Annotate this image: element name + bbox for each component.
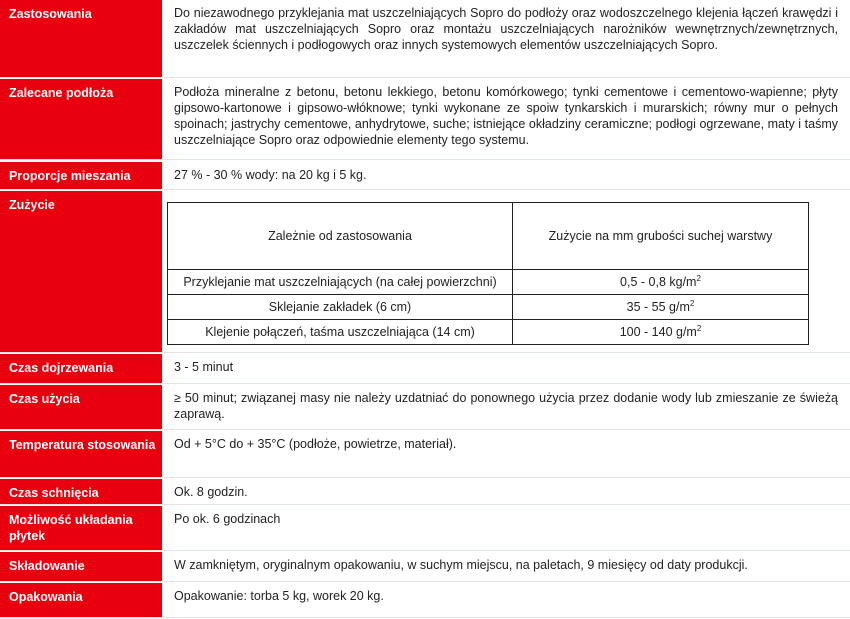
row-label: Proporcje mieszania [0, 162, 162, 189]
row-label: Temperatura stosowania [0, 431, 162, 477]
row-skladowanie [0, 552, 850, 582]
consumption-header-row [168, 203, 809, 270]
consumption-table [167, 202, 809, 345]
row-value: Po ok. 6 godzinach [174, 512, 281, 526]
row-value: Ok. 8 godzin. [174, 485, 248, 499]
row-label: Składowanie [0, 552, 162, 581]
row-zalecane-podloza [0, 79, 850, 160]
row-value: Od + 5°C do + 35°C (podłoże, powietrze, materiał). [174, 437, 457, 451]
row-zastosowania [0, 0, 850, 78]
amount-exponent: 2 [696, 273, 701, 283]
amount-text: 0,5 - 0,8 kg/m [620, 275, 697, 289]
consumption-amount [513, 320, 809, 345]
table-row [168, 270, 809, 295]
row-label: Czas schnięcia [0, 479, 162, 504]
row-label: Opakowania [0, 583, 162, 617]
consumption-amount [513, 295, 809, 320]
amount-text: 35 - 55 g/m [626, 300, 690, 314]
table-row [168, 295, 809, 320]
row-value: ≥ 50 minut; związanej masy nie należy uzdatniać do ponownego użycia przez dodanie wody lub zmieszanie ze świeżą zaprawą. [174, 391, 838, 421]
row-label: Czas dojrzewania [0, 354, 162, 383]
row-value: Opakowanie: torba 5 kg, worek 20 kg. [174, 589, 384, 603]
row-czas-dojrzewania [0, 354, 850, 384]
row-label: Zalecane podłoża [0, 79, 162, 159]
table-row [168, 320, 809, 345]
row-label: Zużycie [0, 191, 162, 352]
row-value: W zamkniętym, oryginalnym opakowaniu, w suchym miejscu, na paletach, 9 miesięcy od daty produkcji. [174, 558, 748, 572]
row-mozliwosc-ukladania [0, 506, 850, 551]
row-label: Możliwość układania płytek [0, 506, 162, 550]
consumption-application: Przyklejanie mat uszczelniających (na całej powierzchni) [168, 270, 513, 295]
row-czas-schniecia [0, 479, 850, 505]
row-opakowania [0, 583, 850, 618]
row-value: 27 % - 30 % wody: na 20 kg i 5 kg. [174, 168, 367, 182]
amount-text: 100 - 140 g/m [619, 325, 697, 339]
row-czas-uzycia [0, 385, 850, 430]
row-label: Zastosowania [0, 0, 162, 77]
row-value: Podłoża mineralne z betonu, betonu lekkiego, betonu komórkowego; tynki cementowe i cementowo-wapienne; płyty gipsowo-kartonowe i gipsowo-włóknowe; tynki wykonane ze spoiw tynkarskich i murarskich; równy mur o pełnych spoinach; jastrychy cementowe, anhydrytowe, suche; istniejące okładziny ceramiczne; podłogi ogrzewane, maty i taśmy uszczelniające Sopro oraz odpowiednie elementy tego systemu. [174, 85, 838, 147]
row-value: 3 - 5 minut [174, 360, 234, 374]
row-proporcje-mieszania [0, 162, 850, 190]
consumption-amount [513, 270, 809, 295]
consumption-application: Sklejanie zakładek (6 cm) [168, 295, 513, 320]
amount-exponent: 2 [689, 298, 695, 308]
consumption-application: Klejenie połączeń, taśma uszczelniająca (14 cm) [168, 320, 513, 345]
row-value: Do niezawodnego przyklejania mat uszczelniających Sopro do podłoży oraz wodoszczelnego klejenia łączeń krawędzi i zakładów mat uszczelniających Sopro oraz montażu uszczelniających narożników wewnętrznych/zewnętrznych, uszczelek ściennych i podłogowych oraz innych systemowych elementów uszczelniających Sopro. [174, 6, 838, 52]
consumption-header-amount: Zużycie na mm grubości suchej warstwy [513, 203, 809, 270]
consumption-header-application: Zależnie od zastosowania [168, 203, 513, 270]
row-temperatura-stosowania [0, 431, 850, 478]
row-label: Czas użycia [0, 385, 162, 429]
amount-exponent: 2 [696, 323, 702, 333]
